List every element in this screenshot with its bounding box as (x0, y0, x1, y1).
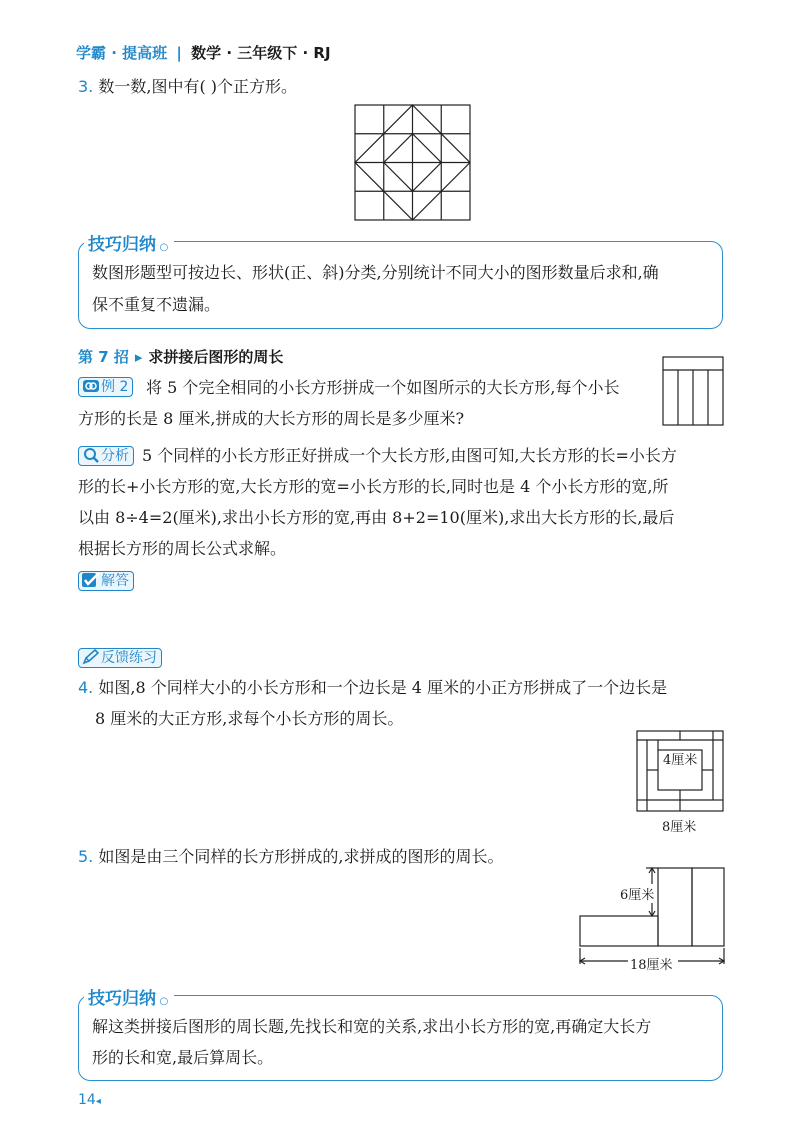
tip-1-title-text: 技巧归纳 (88, 235, 156, 255)
tip-2-connector: ○ (156, 996, 169, 1007)
question-4-line-1 (78, 673, 667, 703)
checkmark-icon (81, 572, 101, 588)
book-brand: 学霸 · 提高班 (76, 44, 168, 62)
page-header (76, 42, 331, 63)
answer-tag-text: 解答 (101, 573, 129, 589)
feedback-practice-tag (78, 648, 162, 668)
question-3-text: 数一数,图中有( )个正方形。 (98, 77, 298, 96)
page-number (78, 1092, 101, 1108)
page-number-text: 14 (78, 1092, 96, 1108)
vertical-rectangle-2 (692, 868, 724, 946)
tip-2-line-2: 形的长和宽,最后算周长。 (92, 1048, 274, 1067)
tip-1-line-1: 数图形题型可按边长、形状(正、斜)分类,分别统计不同大小的图形数量后求和,确 (92, 263, 659, 282)
width-label: 18厘米 (630, 958, 673, 973)
pencil-icon (81, 649, 101, 665)
tip-box-1-title (84, 230, 174, 255)
section-arrow: ▸ (134, 348, 143, 366)
tip-2-line-1: 解这类拼接后图形的周长题,先找长和宽的关系,求出小长方形的宽,再确定大长方 (92, 1017, 652, 1036)
analysis-tag-text: 分析 (101, 448, 129, 464)
square-with-rectangles-figure (636, 730, 726, 812)
question-5 (78, 842, 503, 872)
height-label: 6厘米 (620, 884, 654, 903)
feedback-practice-tag-text: 反馈练习 (101, 650, 157, 666)
analysis-line-3: 以由 8÷4=2(厘米),求出小长方形的宽,再由 8+2=10(厘米),求出大长方形的长,最后 (78, 508, 675, 527)
vertical-rectangle-1 (658, 868, 692, 946)
outer-square-label: 8厘米 (662, 820, 697, 835)
analysis-tag (78, 446, 134, 466)
section-heading (78, 346, 283, 367)
tip-1-connector: ○ (156, 242, 169, 253)
page-number-marker-icon: ◂ (95, 1096, 101, 1107)
question-4-text-1: 如图,8 个同样大小的小长方形和一个边长是 4 厘米的小正方形拼成了一个边长是 (98, 678, 668, 697)
horizontal-rectangle (580, 916, 658, 946)
tip-1-line-2: 保不重复不遗漏。 (92, 295, 221, 314)
five-rectangles-figure (662, 356, 724, 426)
question-4-number: 4. (78, 678, 94, 697)
question-5-text: 如图是由三个同样的长方形拼成的,求拼成的图形的周长。 (98, 847, 504, 866)
answer-tag (78, 571, 134, 591)
example-2-line-2: 方形的长是 8 厘米,拼成的大长方形的周长是多少厘米? (78, 409, 465, 428)
example-2-tag-text: 例 2 (101, 379, 129, 395)
section-title: 求拼接后图形的周长 (148, 348, 284, 366)
book-subject: 数学 · 三年级下 · RJ (191, 44, 331, 62)
header-divider: | (176, 44, 182, 62)
tip-box-2-title (84, 984, 174, 1009)
section-number: 第 7 招 (78, 348, 129, 366)
inner-square-label: 4厘米 (663, 753, 698, 768)
question-4-line-2: 8 厘米的大正方形,求每个小长方形的周长。 (95, 709, 404, 728)
square-grid-figure (354, 104, 471, 221)
example-2-line-1: 将 5 个完全相同的小长方形拼成一个如图所示的大长方形,每个小长 (146, 378, 620, 397)
analysis-line-4: 根据长方形的周长公式求解。 (78, 539, 287, 558)
question-3-number: 3. (78, 77, 94, 96)
question-3 (78, 72, 297, 102)
magnifier-icon (81, 447, 101, 463)
analysis-line-1: 5 个同样的小长方形正好拼成一个大长方形,由图可知,大长方形的长=小长方 (142, 446, 677, 465)
tip-2-title-text: 技巧归纳 (88, 989, 156, 1009)
question-5-number: 5. (78, 847, 94, 866)
example-2-tag (78, 377, 133, 397)
link-icon (81, 378, 101, 394)
analysis-line-2: 形的长+小长方形的宽,大长方形的宽=小长方形的长,同时也是 4 个小长方形的宽,所 (78, 477, 669, 496)
